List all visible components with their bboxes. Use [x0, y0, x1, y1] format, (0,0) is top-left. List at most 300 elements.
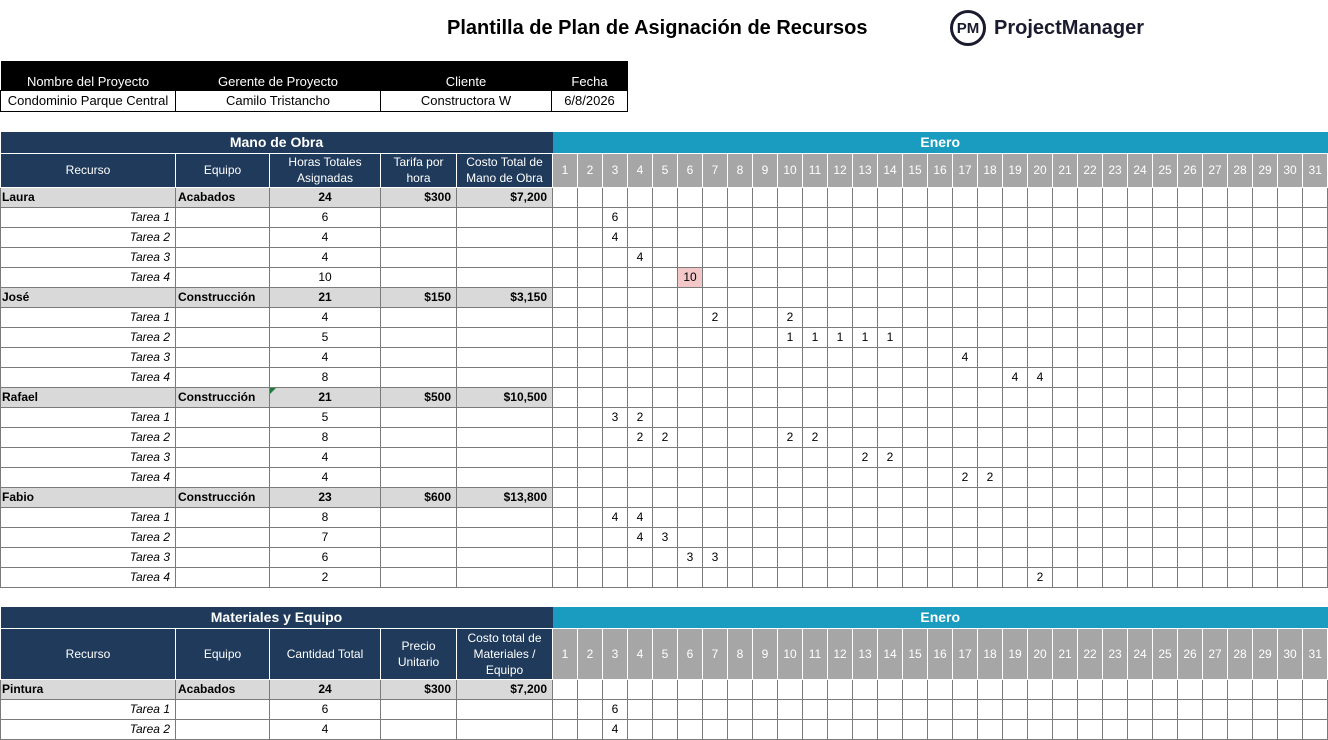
day-cell[interactable]: [653, 679, 678, 699]
day-cell[interactable]: [903, 467, 928, 487]
day-cell[interactable]: [578, 547, 603, 567]
day-cell[interactable]: [753, 347, 778, 367]
day-cell[interactable]: [1203, 679, 1228, 699]
day-cell[interactable]: [578, 327, 603, 347]
task-team-cell[interactable]: [176, 527, 270, 547]
day-cell[interactable]: [1178, 247, 1203, 267]
day-cell[interactable]: [1053, 467, 1078, 487]
day-cell[interactable]: [828, 487, 853, 507]
day-cell[interactable]: [1178, 367, 1203, 387]
task-cost-cell[interactable]: [457, 447, 553, 467]
day-cell[interactable]: [553, 307, 578, 327]
day-cell[interactable]: [1028, 227, 1053, 247]
day-cell[interactable]: [953, 527, 978, 547]
day-cell[interactable]: [1078, 719, 1103, 739]
day-cell[interactable]: [903, 247, 928, 267]
day-cell[interactable]: [853, 487, 878, 507]
day-cell[interactable]: [1153, 187, 1178, 207]
day-cell[interactable]: [1003, 487, 1028, 507]
day-cell[interactable]: [1028, 447, 1053, 467]
day-cell[interactable]: [1003, 307, 1028, 327]
day-cell[interactable]: [1203, 347, 1228, 367]
day-cell[interactable]: [553, 207, 578, 227]
day-cell[interactable]: [1278, 447, 1303, 467]
day-cell[interactable]: [1003, 327, 1028, 347]
day-cell[interactable]: [753, 567, 778, 587]
day-cell[interactable]: [1203, 387, 1228, 407]
day-cell[interactable]: [703, 507, 728, 527]
day-cell[interactable]: [728, 227, 753, 247]
day-cell[interactable]: [1078, 247, 1103, 267]
day-cell[interactable]: [928, 699, 953, 719]
day-cell[interactable]: [678, 467, 703, 487]
day-cell[interactable]: [778, 719, 803, 739]
day-cell[interactable]: [678, 367, 703, 387]
day-cell[interactable]: [828, 567, 853, 587]
day-cell[interactable]: 1: [878, 327, 903, 347]
day-cell[interactable]: [1003, 387, 1028, 407]
day-cell[interactable]: [1103, 447, 1128, 467]
day-cell[interactable]: [753, 247, 778, 267]
day-cell[interactable]: [553, 699, 578, 719]
day-cell[interactable]: [1203, 207, 1228, 227]
day-cell[interactable]: [778, 407, 803, 427]
day-cell[interactable]: [678, 719, 703, 739]
day-cell[interactable]: [878, 719, 903, 739]
day-cell[interactable]: [1078, 347, 1103, 367]
day-cell[interactable]: [628, 467, 653, 487]
day-cell[interactable]: [778, 387, 803, 407]
day-cell[interactable]: [1228, 719, 1253, 739]
day-cell[interactable]: 2: [1028, 567, 1053, 587]
day-cell[interactable]: [1128, 207, 1153, 227]
day-cell[interactable]: [878, 247, 903, 267]
day-cell[interactable]: [553, 487, 578, 507]
task-hours[interactable]: 6: [270, 547, 381, 567]
day-cell[interactable]: [578, 447, 603, 467]
day-cell[interactable]: [778, 287, 803, 307]
day-cell[interactable]: [878, 699, 903, 719]
day-cell[interactable]: [928, 719, 953, 739]
day-cell[interactable]: [628, 187, 653, 207]
day-cell[interactable]: [728, 247, 753, 267]
day-cell[interactable]: [1053, 679, 1078, 699]
day-cell[interactable]: [1128, 287, 1153, 307]
day-cell[interactable]: [628, 719, 653, 739]
task-cost-cell[interactable]: [457, 367, 553, 387]
day-cell[interactable]: [578, 387, 603, 407]
day-cell[interactable]: [1028, 719, 1053, 739]
task-name[interactable]: Tarea 2: [1, 427, 176, 447]
day-cell[interactable]: [1053, 287, 1078, 307]
day-cell[interactable]: [903, 699, 928, 719]
day-cell[interactable]: [1053, 367, 1078, 387]
day-cell[interactable]: 4: [628, 527, 653, 547]
day-cell[interactable]: [1153, 327, 1178, 347]
day-cell[interactable]: [728, 327, 753, 347]
day-cell[interactable]: [728, 407, 753, 427]
day-cell[interactable]: [828, 207, 853, 227]
day-cell[interactable]: [1278, 699, 1303, 719]
day-cell[interactable]: 1: [828, 327, 853, 347]
day-cell[interactable]: [1028, 247, 1053, 267]
day-cell[interactable]: [1228, 327, 1253, 347]
day-cell[interactable]: [1003, 699, 1028, 719]
day-cell[interactable]: [853, 387, 878, 407]
task-rate-cell[interactable]: [381, 407, 457, 427]
task-hours[interactable]: 4: [270, 247, 381, 267]
day-cell[interactable]: [603, 247, 628, 267]
resource-team[interactable]: Construcción: [176, 387, 270, 407]
task-team-cell[interactable]: [176, 327, 270, 347]
day-cell[interactable]: [803, 247, 828, 267]
day-cell[interactable]: [928, 327, 953, 347]
day-cell[interactable]: [1303, 227, 1328, 247]
day-cell[interactable]: [1078, 367, 1103, 387]
day-cell[interactable]: [578, 307, 603, 327]
day-cell[interactable]: [953, 327, 978, 347]
day-cell[interactable]: [1003, 467, 1028, 487]
day-cell[interactable]: [678, 567, 703, 587]
day-cell[interactable]: [928, 527, 953, 547]
day-cell[interactable]: [953, 679, 978, 699]
day-cell[interactable]: [578, 227, 603, 247]
task-hours[interactable]: 4: [270, 227, 381, 247]
day-cell[interactable]: [878, 307, 903, 327]
task-team-cell[interactable]: [176, 307, 270, 327]
day-cell[interactable]: [1153, 407, 1178, 427]
task-name[interactable]: Tarea 2: [1, 719, 176, 739]
day-cell[interactable]: [828, 387, 853, 407]
day-cell[interactable]: [978, 679, 1003, 699]
day-cell[interactable]: [878, 367, 903, 387]
day-cell[interactable]: [578, 487, 603, 507]
task-rate-cell[interactable]: [381, 327, 457, 347]
day-cell[interactable]: [728, 187, 753, 207]
day-cell[interactable]: [1053, 447, 1078, 467]
day-cell[interactable]: [653, 287, 678, 307]
day-cell[interactable]: [953, 407, 978, 427]
day-cell[interactable]: [678, 447, 703, 467]
day-cell[interactable]: [1003, 407, 1028, 427]
day-cell[interactable]: [728, 287, 753, 307]
day-cell[interactable]: [1228, 567, 1253, 587]
resource-name[interactable]: Fabio: [1, 487, 176, 507]
day-cell[interactable]: [703, 287, 728, 307]
day-cell[interactable]: 1: [803, 327, 828, 347]
day-cell[interactable]: [778, 347, 803, 367]
task-name[interactable]: Tarea 4: [1, 267, 176, 287]
day-cell[interactable]: [753, 307, 778, 327]
task-cost-cell[interactable]: [457, 327, 553, 347]
resource-cost[interactable]: $13,800: [457, 487, 553, 507]
day-cell[interactable]: [1103, 207, 1128, 227]
day-cell[interactable]: [603, 679, 628, 699]
day-cell[interactable]: [703, 347, 728, 367]
task-team-cell[interactable]: [176, 567, 270, 587]
task-rate-cell[interactable]: [381, 719, 457, 739]
day-cell[interactable]: [753, 527, 778, 547]
day-cell[interactable]: [1028, 699, 1053, 719]
day-cell[interactable]: [928, 547, 953, 567]
day-cell[interactable]: 2: [653, 427, 678, 447]
day-cell[interactable]: [1053, 527, 1078, 547]
resource-rate[interactable]: $500: [381, 387, 457, 407]
day-cell[interactable]: [1003, 207, 1028, 227]
day-cell[interactable]: [1303, 247, 1328, 267]
day-cell[interactable]: [678, 287, 703, 307]
task-name[interactable]: Tarea 3: [1, 347, 176, 367]
day-cell[interactable]: [953, 367, 978, 387]
day-cell[interactable]: 4: [603, 227, 628, 247]
day-cell[interactable]: [578, 347, 603, 367]
day-cell[interactable]: [828, 307, 853, 327]
day-cell[interactable]: [1028, 407, 1053, 427]
task-rate-cell[interactable]: [381, 547, 457, 567]
day-cell[interactable]: [753, 487, 778, 507]
day-cell[interactable]: [703, 487, 728, 507]
day-cell[interactable]: [578, 287, 603, 307]
task-name[interactable]: Tarea 4: [1, 367, 176, 387]
day-cell[interactable]: [978, 187, 1003, 207]
task-rate-cell[interactable]: [381, 267, 457, 287]
day-cell[interactable]: [1278, 387, 1303, 407]
task-team-cell[interactable]: [176, 267, 270, 287]
day-cell[interactable]: [928, 567, 953, 587]
day-cell[interactable]: [703, 679, 728, 699]
day-cell[interactable]: [953, 699, 978, 719]
day-cell[interactable]: [803, 467, 828, 487]
day-cell[interactable]: [553, 267, 578, 287]
day-cell[interactable]: [1178, 227, 1203, 247]
day-cell[interactable]: [803, 527, 828, 547]
day-cell[interactable]: [1178, 447, 1203, 467]
day-cell[interactable]: [953, 447, 978, 467]
day-cell[interactable]: [828, 367, 853, 387]
day-cell[interactable]: [603, 387, 628, 407]
resource-total-hours[interactable]: 21: [270, 387, 381, 407]
day-cell[interactable]: [1078, 267, 1103, 287]
day-cell[interactable]: [578, 467, 603, 487]
day-cell[interactable]: [1203, 719, 1228, 739]
day-cell[interactable]: [1103, 407, 1128, 427]
day-cell[interactable]: [1003, 267, 1028, 287]
day-cell[interactable]: [828, 507, 853, 527]
day-cell[interactable]: [1128, 567, 1153, 587]
day-cell[interactable]: [728, 567, 753, 587]
day-cell[interactable]: [1278, 467, 1303, 487]
day-cell[interactable]: [553, 187, 578, 207]
day-cell[interactable]: [1028, 327, 1053, 347]
day-cell[interactable]: [803, 307, 828, 327]
day-cell[interactable]: [778, 207, 803, 227]
day-cell[interactable]: [653, 267, 678, 287]
day-cell[interactable]: [1128, 547, 1153, 567]
day-cell[interactable]: [553, 227, 578, 247]
task-cost-cell[interactable]: [457, 227, 553, 247]
task-rate-cell[interactable]: [381, 507, 457, 527]
day-cell[interactable]: [678, 699, 703, 719]
day-cell[interactable]: [1303, 187, 1328, 207]
resource-team[interactable]: Construcción: [176, 287, 270, 307]
task-hours[interactable]: 2: [270, 567, 381, 587]
day-cell[interactable]: [1303, 699, 1328, 719]
day-cell[interactable]: [853, 347, 878, 367]
day-cell[interactable]: [1078, 207, 1103, 227]
day-cell[interactable]: [1153, 367, 1178, 387]
day-cell[interactable]: [1103, 387, 1128, 407]
day-cell[interactable]: [578, 679, 603, 699]
day-cell[interactable]: [853, 267, 878, 287]
day-cell[interactable]: [1003, 527, 1028, 547]
task-rate-cell[interactable]: [381, 567, 457, 587]
task-cost-cell[interactable]: [457, 247, 553, 267]
day-cell[interactable]: [703, 447, 728, 467]
day-cell[interactable]: [1253, 367, 1278, 387]
day-cell[interactable]: [953, 487, 978, 507]
day-cell[interactable]: [1278, 207, 1303, 227]
day-cell[interactable]: [1078, 307, 1103, 327]
day-cell[interactable]: [1153, 247, 1178, 267]
day-cell[interactable]: [1003, 187, 1028, 207]
day-cell[interactable]: [703, 227, 728, 247]
day-cell[interactable]: [678, 207, 703, 227]
task-rate-cell[interactable]: [381, 467, 457, 487]
day-cell[interactable]: [1053, 187, 1078, 207]
day-cell[interactable]: [928, 467, 953, 487]
day-cell[interactable]: [1003, 447, 1028, 467]
task-hours[interactable]: 8: [270, 367, 381, 387]
task-rate-cell[interactable]: [381, 427, 457, 447]
day-cell[interactable]: 1: [778, 327, 803, 347]
task-name[interactable]: Tarea 1: [1, 507, 176, 527]
day-cell[interactable]: [1078, 407, 1103, 427]
day-cell[interactable]: [1003, 507, 1028, 527]
day-cell[interactable]: [1228, 447, 1253, 467]
day-cell[interactable]: [578, 187, 603, 207]
day-cell[interactable]: [1278, 719, 1303, 739]
day-cell[interactable]: [703, 387, 728, 407]
day-cell[interactable]: [928, 307, 953, 327]
day-cell[interactable]: [878, 567, 903, 587]
day-cell[interactable]: [1078, 679, 1103, 699]
day-cell[interactable]: [828, 447, 853, 467]
day-cell[interactable]: [628, 207, 653, 227]
day-cell[interactable]: [628, 287, 653, 307]
day-cell[interactable]: [903, 207, 928, 227]
task-name[interactable]: Tarea 2: [1, 227, 176, 247]
day-cell[interactable]: [828, 287, 853, 307]
day-cell[interactable]: [1253, 527, 1278, 547]
day-cell[interactable]: [828, 347, 853, 367]
day-cell[interactable]: [828, 719, 853, 739]
day-cell[interactable]: [803, 407, 828, 427]
day-cell[interactable]: [803, 187, 828, 207]
day-cell[interactable]: [1278, 547, 1303, 567]
day-cell[interactable]: [728, 267, 753, 287]
day-cell[interactable]: 2: [778, 307, 803, 327]
day-cell[interactable]: [753, 387, 778, 407]
resource-name[interactable]: José: [1, 287, 176, 307]
day-cell[interactable]: [778, 187, 803, 207]
day-cell[interactable]: [553, 387, 578, 407]
day-cell[interactable]: [653, 247, 678, 267]
day-cell[interactable]: [803, 547, 828, 567]
task-name[interactable]: Tarea 4: [1, 467, 176, 487]
day-cell[interactable]: [1153, 547, 1178, 567]
day-cell[interactable]: [953, 567, 978, 587]
day-cell[interactable]: [903, 487, 928, 507]
day-cell[interactable]: 2: [953, 467, 978, 487]
day-cell[interactable]: [1053, 699, 1078, 719]
day-cell[interactable]: [978, 267, 1003, 287]
day-cell[interactable]: [703, 247, 728, 267]
day-cell[interactable]: [728, 207, 753, 227]
resource-team[interactable]: Construcción: [176, 487, 270, 507]
day-cell[interactable]: 10: [678, 267, 703, 287]
day-cell[interactable]: [753, 287, 778, 307]
day-cell[interactable]: [628, 679, 653, 699]
day-cell[interactable]: [1128, 507, 1153, 527]
day-cell[interactable]: [1003, 227, 1028, 247]
task-name[interactable]: Tarea 1: [1, 699, 176, 719]
day-cell[interactable]: [1228, 247, 1253, 267]
day-cell[interactable]: [1278, 227, 1303, 247]
day-cell[interactable]: [1203, 487, 1228, 507]
task-name[interactable]: Tarea 3: [1, 447, 176, 467]
task-hours[interactable]: 7: [270, 527, 381, 547]
day-cell[interactable]: [678, 427, 703, 447]
day-cell[interactable]: [703, 699, 728, 719]
day-cell[interactable]: [778, 227, 803, 247]
day-cell[interactable]: [778, 679, 803, 699]
day-cell[interactable]: [1153, 387, 1178, 407]
day-cell[interactable]: [728, 719, 753, 739]
day-cell[interactable]: [1253, 327, 1278, 347]
day-cell[interactable]: [828, 247, 853, 267]
day-cell[interactable]: [803, 447, 828, 467]
day-cell[interactable]: [678, 327, 703, 347]
day-cell[interactable]: [853, 699, 878, 719]
task-hours[interactable]: 6: [270, 699, 381, 719]
day-cell[interactable]: [1203, 227, 1228, 247]
day-cell[interactable]: [678, 487, 703, 507]
day-cell[interactable]: [903, 267, 928, 287]
task-hours[interactable]: 10: [270, 267, 381, 287]
day-cell[interactable]: [803, 367, 828, 387]
day-cell[interactable]: [1128, 327, 1153, 347]
day-cell[interactable]: [778, 447, 803, 467]
day-cell[interactable]: [1128, 187, 1153, 207]
day-cell[interactable]: [1003, 247, 1028, 267]
day-cell[interactable]: [553, 547, 578, 567]
resource-rate[interactable]: $300: [381, 187, 457, 207]
day-cell[interactable]: [1228, 187, 1253, 207]
day-cell[interactable]: [603, 187, 628, 207]
task-cost-cell[interactable]: [457, 507, 553, 527]
day-cell[interactable]: [553, 527, 578, 547]
resource-rate[interactable]: $150: [381, 287, 457, 307]
day-cell[interactable]: [628, 487, 653, 507]
resource-name[interactable]: Laura: [1, 187, 176, 207]
day-cell[interactable]: [953, 547, 978, 567]
day-cell[interactable]: [903, 287, 928, 307]
day-cell[interactable]: [1128, 367, 1153, 387]
day-cell[interactable]: 4: [1028, 367, 1053, 387]
day-cell[interactable]: [853, 567, 878, 587]
day-cell[interactable]: [978, 247, 1003, 267]
day-cell[interactable]: [828, 547, 853, 567]
